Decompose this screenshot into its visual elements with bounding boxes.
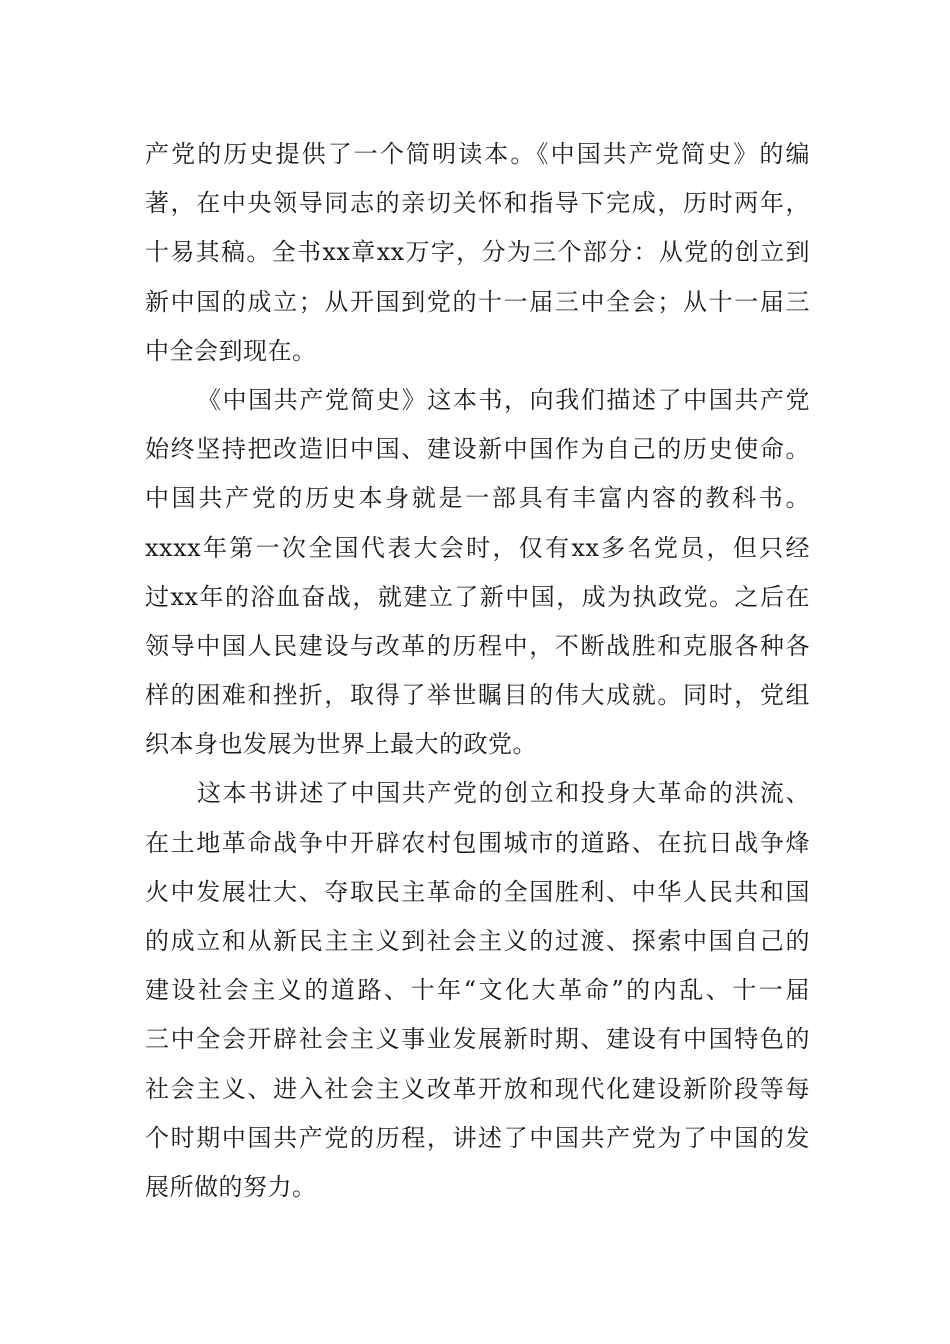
paragraph-line: 过xx年的浴血奋战，就建立了新中国，成为执政党。之后在 — [145, 582, 810, 611]
paragraph-line: 样的困难和挫折，取得了举世瞩目的伟大成就。同时，党组 — [145, 681, 810, 710]
document-body — [145, 130, 810, 1212]
paragraph-line: 领导中国人民建设与改革的历程中，不断战胜和克服各种各 — [145, 631, 810, 660]
paragraph-line: 火中发展壮大、夺取民主革命的全国胜利、中华人民共和国 — [145, 877, 810, 906]
paragraph-line: 十易其稿。全书xx章xx万字，分为三个部分：从党的创立到 — [145, 238, 810, 267]
paragraph-3 — [145, 769, 810, 1212]
paragraph-line: 建设社会主义的道路、十年“文化大革命”的内乱、十一届 — [145, 976, 810, 1005]
paragraph-line: 中国共产党的历史本身就是一部具有丰富内容的教科书。 — [145, 484, 810, 513]
paragraph-line: 中全会到现在。 — [145, 336, 317, 365]
paragraph-line: 《中国共产党简史》这本书，向我们描述了中国共产党 — [197, 385, 810, 414]
paragraph-line: 社会主义、进入社会主义改革开放和现代化建设新阶段等每 — [145, 1074, 810, 1103]
paragraph-line: 的成立和从新民主主义到社会主义的过渡、探索中国自己的 — [145, 927, 810, 955]
paragraph-2 — [145, 376, 810, 770]
paragraph-line: 展所做的努力。 — [145, 1172, 317, 1201]
paragraph-line: 这本书讲述了中国共产党的创立和投身大革命的洪流、 — [197, 779, 810, 808]
paragraph-line: 个时期中国共产党的历程，讲述了中国共产党为了中国的发 — [145, 1123, 810, 1152]
paragraph-line: 著，在中央领导同志的亲切关怀和指导下完成，历时两年， — [145, 189, 810, 218]
paragraph-line: 在土地革命战争中开辟农村包围城市的道路、在抗日战争烽 — [145, 828, 810, 857]
paragraph-line: 产党的历史提供了一个简明读本。《中国共产党简史》的编 — [145, 140, 810, 168]
paragraph-1 — [145, 130, 810, 376]
paragraph-line: 三中全会开辟社会主义事业发展新时期、建设有中国特色的 — [145, 1025, 810, 1054]
paragraph-line: 织本身也发展为世界上最大的政党。 — [145, 730, 537, 759]
paragraph-line: 始终坚持把改造旧中国、建设新中国作为自己的历史使命。 — [145, 435, 810, 464]
paragraph-line: 新中国的成立；从开国到党的十一届三中全会；从十一届三 — [145, 287, 810, 316]
paragraph-line: xxxx年第一次全国代表大会时，仅有xx多名党员，但只经 — [145, 533, 810, 562]
